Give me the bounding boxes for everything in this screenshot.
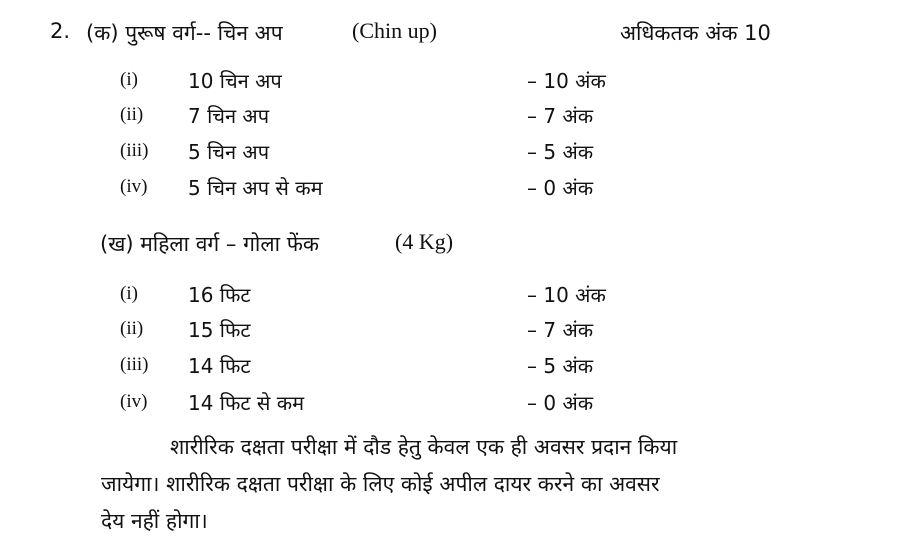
section-number: 2.	[50, 19, 71, 43]
row-item: 14 फिट से कम	[188, 391, 305, 415]
note-line-2: जायेगा। शारीरिक दक्षता परीक्षा के लिए कोई अपील दायर करने का अवसर	[101, 472, 660, 496]
row-item: 10 चिन अप	[188, 69, 282, 93]
row-marks: – 5 अंक	[527, 354, 594, 378]
row-item: 5 चिन अप	[188, 140, 270, 164]
section-b-title: (ख) महिला वर्ग – गोला फेंक	[100, 232, 320, 256]
row-number: (iii)	[120, 140, 149, 161]
row-marks: – 5 अंक	[527, 140, 594, 164]
row-item: 15 फिट	[188, 318, 251, 342]
row-number: (iv)	[120, 391, 148, 412]
row-number: (iii)	[120, 354, 149, 375]
row-number: (ii)	[120, 318, 144, 339]
row-number: (ii)	[120, 104, 144, 125]
row-marks: – 7 अंक	[527, 318, 594, 342]
section-b-title-latin: (4 Kg)	[395, 229, 454, 254]
row-marks: – 0 अंक	[527, 391, 594, 415]
row-number: (iv)	[120, 176, 148, 197]
max-marks: अधिकतक अंक 10	[620, 21, 771, 45]
row-item: 14 फिट	[188, 354, 251, 378]
note-line-3: देय नहीं होगा।	[101, 509, 208, 533]
note-line-1: शारीरिक दक्षता परीक्षा में दौड हेतु केवल एक ही अवसर प्रदान किया	[170, 435, 678, 459]
row-number: (i)	[120, 69, 138, 90]
row-item: 7 चिन अप	[188, 104, 270, 128]
section-a-title-latin: (Chin up)	[352, 18, 437, 43]
row-marks: – 10 अंक	[527, 69, 606, 93]
row-item: 5 चिन अप से कम	[188, 176, 323, 200]
row-number: (i)	[120, 283, 138, 304]
row-marks: – 10 अंक	[527, 283, 606, 307]
row-item: 16 फिट	[188, 283, 251, 307]
row-marks: – 0 अंक	[527, 176, 594, 200]
row-marks: – 7 अंक	[527, 104, 594, 128]
section-a-title: (क) पुरूष वर्ग-- चिन अप	[86, 21, 283, 45]
